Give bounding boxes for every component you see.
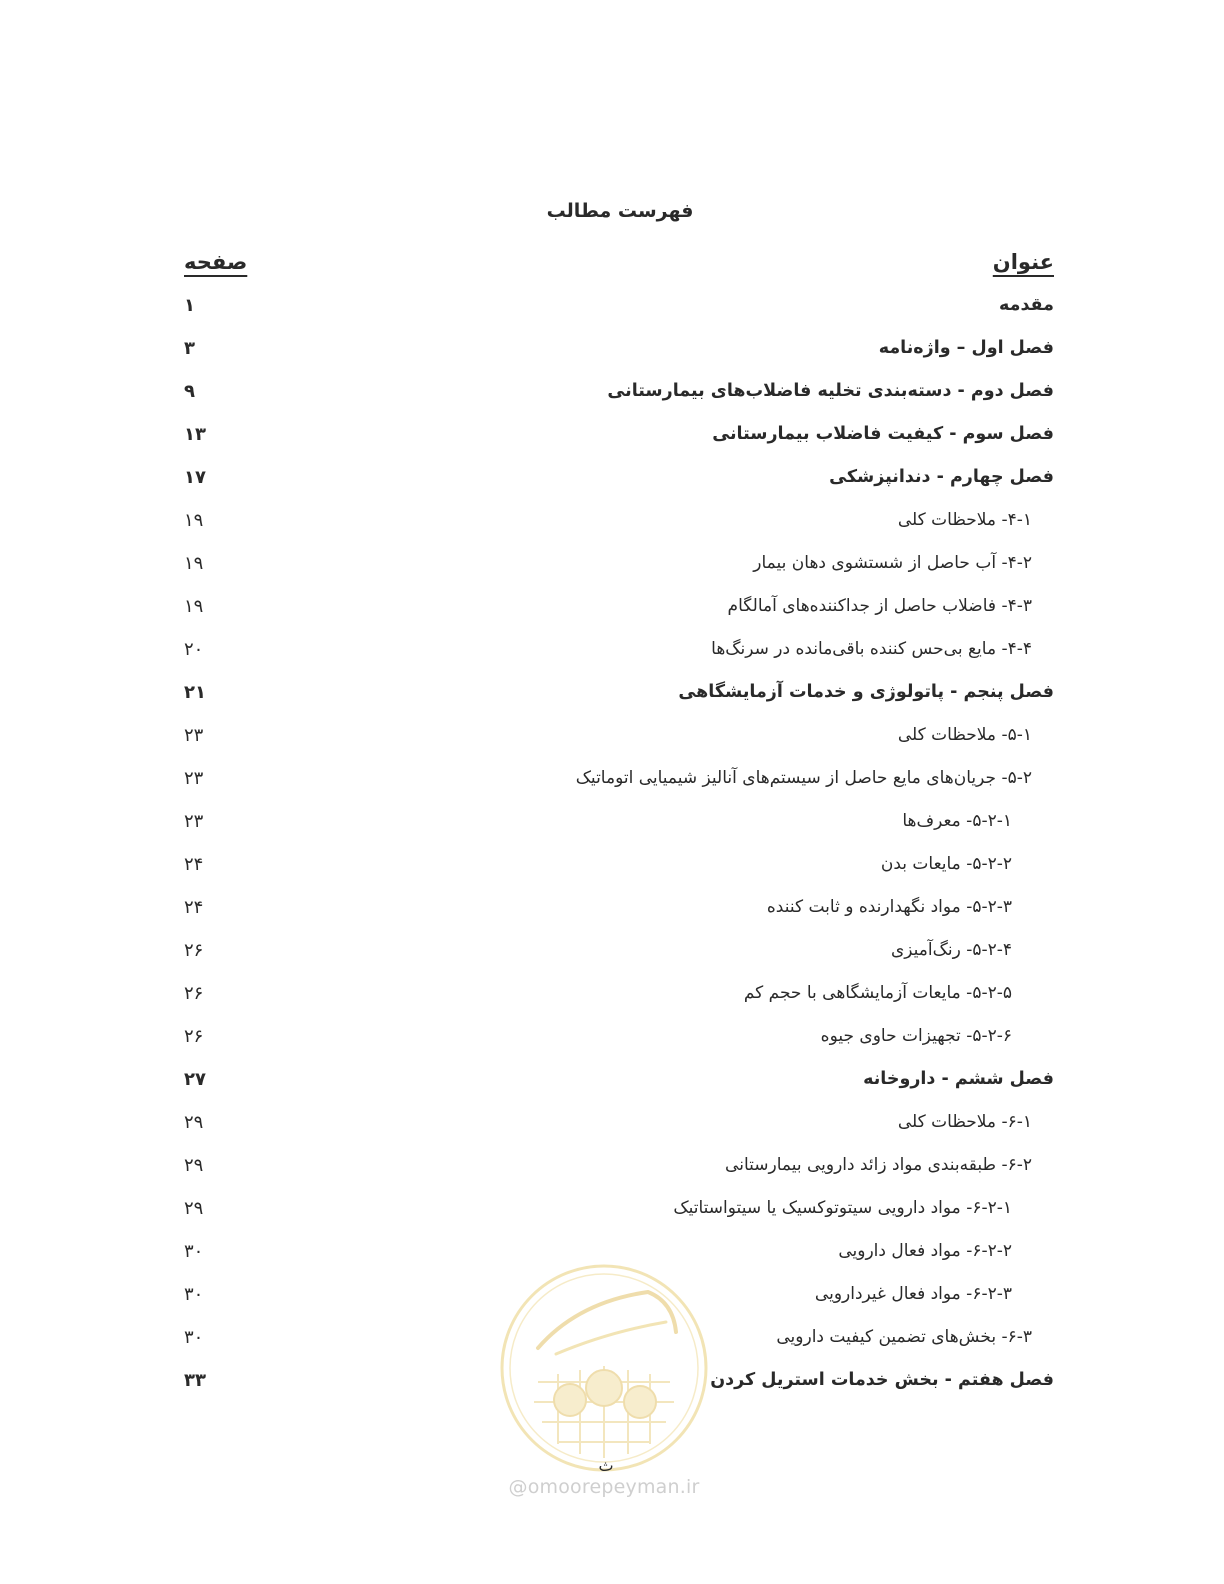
toc-entry-page: ۳۰ bbox=[184, 1241, 204, 1262]
toc-entry-page: ۳۳ bbox=[184, 1370, 206, 1391]
toc-entry bbox=[0, 1103, 1224, 1146]
toc-entry-page: ۱ bbox=[184, 295, 195, 316]
toc-entry-title: ۵-۲-۱- معرف‌ها bbox=[902, 811, 1012, 831]
toc-entry-title: فصل ششم - داروخانه bbox=[863, 1069, 1054, 1089]
toc-entry bbox=[0, 501, 1224, 544]
toc-entry-page: ۹ bbox=[184, 381, 195, 402]
toc-title: فهرست مطالب bbox=[546, 200, 694, 222]
toc-entry bbox=[0, 888, 1224, 931]
toc-entry-title: ۵-۲-۶- تجهیزات حاوی جیوه bbox=[820, 1026, 1012, 1046]
toc-entry bbox=[0, 544, 1224, 587]
toc-entry-page: ۳۰ bbox=[184, 1284, 204, 1305]
toc-entry-title: ۴-۴- مایع بی‌حس کننده باقی‌مانده در سرنگ‌ها bbox=[711, 639, 1032, 659]
toc-entry-title: ۶-۲-۲- مواد فعال دارویی bbox=[838, 1241, 1012, 1261]
watermark-text: @omoorepeyman.ir bbox=[508, 1476, 700, 1498]
toc-entry bbox=[0, 845, 1224, 888]
toc-entry-title: ۵-۲- جریان‌های مایع حاصل از سیستم‌های آنالیز شیمیایی اتوماتیک bbox=[575, 768, 1032, 788]
toc-entry-page: ۲۹ bbox=[184, 1198, 204, 1219]
toc-entry-page: ۲۳ bbox=[184, 725, 204, 746]
toc-entry-title: ۵-۱- ملاحظات کلی bbox=[897, 725, 1032, 745]
toc-entry-title: ۶-۲-۳- مواد فعال غیردارویی bbox=[814, 1284, 1012, 1304]
toc-entry-title: ۶-۳- بخش‌های تضمین کیفیت دارویی bbox=[776, 1327, 1032, 1347]
toc-entry-title: ۶-۲-۱- مواد دارویی سیتوتوکسیک یا سیتواستاتیک bbox=[673, 1198, 1012, 1218]
toc-entry bbox=[0, 630, 1224, 673]
toc-entry-title: ۶-۲- طبقه‌بندی مواد زائد دارویی بیمارستانی bbox=[725, 1155, 1032, 1175]
toc-entry bbox=[0, 1060, 1224, 1103]
column-header-title: عنوان bbox=[992, 250, 1054, 274]
toc-entry bbox=[0, 1232, 1224, 1275]
toc-entry-page: ۲۶ bbox=[184, 983, 204, 1004]
toc-entry-page: ۲۰ bbox=[184, 639, 204, 660]
toc-entry-title: ۵-۲-۴- رنگ‌آمیزی bbox=[890, 940, 1012, 960]
toc-entry-page: ۱۳ bbox=[184, 424, 206, 445]
toc-entry bbox=[0, 1146, 1224, 1189]
toc-entry bbox=[0, 587, 1224, 630]
toc-entry-title: فصل اول – واژه‌نامه bbox=[878, 338, 1054, 358]
toc-entry-page: ۲۶ bbox=[184, 1026, 204, 1047]
toc-entry-title: فصل سوم - کیفیت فاضلاب بیمارستانی bbox=[712, 424, 1054, 444]
toc-entry-page: ۱۹ bbox=[184, 553, 204, 574]
toc-entry-page: ۲۳ bbox=[184, 768, 204, 789]
toc-entry bbox=[0, 1275, 1224, 1318]
toc-entry-page: ۲۹ bbox=[184, 1155, 204, 1176]
toc-entry bbox=[0, 286, 1224, 329]
toc-entry-page: ۱۹ bbox=[184, 510, 204, 531]
toc-entry bbox=[0, 1189, 1224, 1232]
toc-entry-page: ۲۳ bbox=[184, 811, 204, 832]
toc-entry bbox=[0, 458, 1224, 501]
toc-entry bbox=[0, 329, 1224, 372]
toc-entry bbox=[0, 415, 1224, 458]
toc-entry-page: ۲۴ bbox=[184, 897, 204, 918]
toc-entry-title: ۴-۳- فاضلاب حاصل از جداکننده‌های آمالگام bbox=[727, 596, 1032, 616]
toc-entry-page: ۲۴ bbox=[184, 854, 204, 875]
page-number-letter: ث bbox=[598, 1456, 614, 1475]
toc-entry-title: ۶-۱- ملاحظات کلی bbox=[897, 1112, 1032, 1132]
toc-entry bbox=[0, 673, 1224, 716]
toc-entry bbox=[0, 1361, 1224, 1404]
toc-entry-title: مقدمه bbox=[999, 295, 1054, 315]
toc-entry bbox=[0, 802, 1224, 845]
toc-entry bbox=[0, 372, 1224, 415]
toc-entry-title: ۵-۲-۳- مواد نگهدارنده و ثابت کننده bbox=[766, 897, 1012, 917]
toc-entry-title: ۴-۲- آب حاصل از شستشوی دهان بیمار bbox=[753, 553, 1032, 573]
toc-entry-page: ۲۶ bbox=[184, 940, 204, 961]
toc-entry-title: فصل چهارم - دندانپزشکی bbox=[829, 467, 1054, 487]
toc-entry bbox=[0, 931, 1224, 974]
toc-entry-page: ۲۱ bbox=[184, 682, 206, 703]
toc-entry-page: ۳۰ bbox=[184, 1327, 204, 1348]
toc-entry-page: ۲۹ bbox=[184, 1112, 204, 1133]
toc-entry-page: ۱۷ bbox=[184, 467, 206, 488]
toc-entry-title: فصل دوم - دسته‌بندی تخلیه فاضلاب‌های بیمارستانی bbox=[607, 381, 1054, 401]
toc-entry-title: فصل پنجم - پاتولوژی و خدمات آزمایشگاهی bbox=[678, 682, 1054, 702]
toc-entry bbox=[0, 716, 1224, 759]
toc-entry bbox=[0, 974, 1224, 1017]
toc-entry-page: ۳ bbox=[184, 338, 195, 359]
toc-entry-title: ۴-۱- ملاحظات کلی bbox=[897, 510, 1032, 530]
toc-entry bbox=[0, 759, 1224, 802]
toc-entry-page: ۱۹ bbox=[184, 596, 204, 617]
toc-entry-title: فصل هفتم - بخش خدمات استریل کردن bbox=[710, 1370, 1054, 1390]
toc-list bbox=[0, 286, 1224, 1404]
toc-entry bbox=[0, 1318, 1224, 1361]
column-header-page: صفحه bbox=[184, 250, 248, 274]
toc-entry-title: ۵-۲-۵- مایعات آزمایشگاهی با حجم کم bbox=[743, 983, 1012, 1003]
toc-entry-page: ۲۷ bbox=[184, 1069, 206, 1090]
toc-entry-title: ۵-۲-۲- مایعات بدن bbox=[880, 854, 1012, 874]
toc-entry bbox=[0, 1017, 1224, 1060]
